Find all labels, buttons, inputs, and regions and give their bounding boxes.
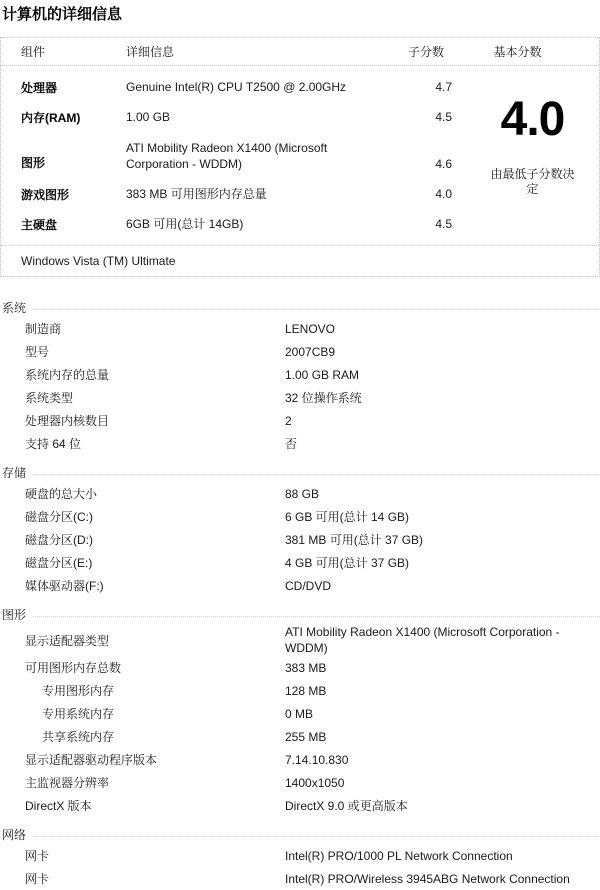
info-row: [0, 656, 600, 679]
component-subscore: 4.5: [435, 217, 452, 231]
info-row: [0, 386, 600, 409]
info-label: 磁盘分区(E:): [25, 556, 93, 570]
table-row: [1, 72, 456, 102]
info-row: [0, 574, 600, 597]
info-value: 383 MB: [285, 660, 327, 675]
component-name: 图形: [21, 156, 46, 170]
table-row: [1, 102, 456, 132]
info-label: 网卡: [25, 872, 50, 886]
info-value: ATI Mobility Radeon X1400 (Microsoft Corporation - WDDM): [285, 625, 560, 655]
os-name-row: Windows Vista (TM) Ultimate: [1, 245, 599, 276]
section-storage: [0, 462, 600, 597]
info-row: [0, 725, 600, 748]
computer-details-page: [0, 3, 600, 890]
base-score-cell: [456, 66, 599, 245]
section-title: 存储: [2, 465, 27, 480]
info-value: LENOVO: [285, 321, 336, 336]
column-header-base-score: 基本分数: [493, 45, 542, 59]
info-value: 381 MB 可用(总计 37 GB): [285, 532, 424, 547]
info-row: [0, 867, 600, 890]
component-details: 6GB 可用(总计 14GB): [126, 217, 244, 231]
info-row: [0, 340, 600, 363]
base-score-caption: 由最低子分数决定: [490, 167, 575, 196]
component-name: 内存(RAM): [21, 110, 81, 125]
section-header: [0, 604, 600, 624]
table-row: [1, 179, 456, 209]
column-header-details: 详细信息: [126, 45, 175, 59]
info-row: [0, 528, 600, 551]
info-value: 128 MB: [285, 683, 327, 698]
column-header-component: 组件: [21, 45, 46, 59]
info-row: [0, 317, 600, 340]
info-row: [0, 679, 600, 702]
info-value: Intel(R) PRO/Wireless 3945ABG Network Connection: [285, 871, 570, 886]
info-label: 型号: [25, 345, 50, 359]
table-row: [1, 209, 456, 239]
section-header: [0, 824, 600, 844]
info-label: 磁盘分区(D:): [25, 533, 93, 547]
info-value: 2: [285, 413, 292, 428]
section-title: 网络: [2, 827, 27, 842]
info-label: 显示适配器类型: [25, 633, 110, 648]
info-label: 磁盘分区(C:): [25, 510, 93, 524]
info-value: DirectX 9.0 或更高版本: [285, 798, 408, 813]
section-divider: [33, 836, 600, 837]
info-row: [0, 363, 600, 386]
info-value: 88 GB: [285, 486, 320, 501]
page-title: 计算机的详细信息: [2, 6, 123, 23]
section-divider: [33, 309, 600, 310]
component-subscore: 4.5: [435, 110, 452, 124]
info-value: 7.14.10.830: [285, 752, 349, 767]
info-row: [0, 432, 600, 455]
component-details: Genuine Intel(R) CPU T2500 @ 2.00GHz: [126, 80, 347, 94]
section-header: [0, 297, 600, 317]
table-body: [1, 66, 599, 245]
table-row: [1, 132, 456, 179]
info-value: CD/DVD: [285, 578, 332, 593]
info-value: 0 MB: [285, 706, 314, 721]
info-label: 显示适配器驱动程序版本: [25, 753, 158, 767]
info-row: [0, 551, 600, 574]
component-name: 游戏图形: [21, 187, 70, 202]
info-label: 系统类型: [25, 391, 74, 405]
info-value: 6 GB 可用(总计 14 GB): [285, 509, 410, 524]
column-header-subscore: 子分数: [407, 45, 444, 59]
component-subscore: 4.0: [435, 187, 452, 201]
component-details: 1.00 GB: [126, 110, 171, 124]
info-value: 4 GB 可用(总计 37 GB): [285, 555, 410, 570]
info-label: 支持 64 位: [25, 437, 82, 451]
info-row: [0, 702, 600, 725]
info-label: 共享系统内存: [42, 730, 115, 744]
info-value: 否: [285, 436, 298, 451]
base-score-value: 4.0: [500, 93, 565, 146]
info-row: [0, 771, 600, 794]
info-label: 系统内存的总量: [25, 368, 110, 382]
section-title: 系统: [2, 300, 27, 315]
info-row: [0, 844, 600, 867]
info-row: [0, 794, 600, 817]
section-divider: [33, 616, 600, 617]
component-name: 主硬盘: [21, 217, 58, 232]
info-label: DirectX 版本: [25, 799, 92, 813]
info-label: 硬盘的总大小: [25, 487, 98, 501]
info-label: 专用系统内存: [42, 707, 115, 721]
section-title: 图形: [2, 607, 27, 622]
info-row: [0, 624, 600, 656]
info-row: [0, 748, 600, 771]
table-header-row: [1, 38, 599, 66]
info-label: 处理器内核数目: [25, 414, 110, 428]
component-name: 处理器: [21, 80, 58, 95]
section-network: [0, 824, 600, 890]
info-value: Intel(R) PRO/1000 PL Network Connection: [285, 848, 513, 863]
info-label: 专用图形内存: [42, 684, 115, 698]
info-value: 2007CB9: [285, 344, 336, 359]
info-label: 网卡: [25, 849, 50, 863]
section-header: [0, 462, 600, 482]
info-value: 1.00 GB RAM: [285, 367, 360, 382]
section-system: [0, 297, 600, 455]
info-value: 32 位操作系统: [285, 390, 362, 405]
info-value: 1400x1050: [285, 775, 345, 790]
component-subscore: 4.6: [435, 157, 452, 171]
info-row: [0, 505, 600, 528]
section-graphics: [0, 604, 600, 817]
info-row: [0, 409, 600, 432]
component-rows: [1, 66, 456, 245]
experience-index-table: [0, 37, 600, 277]
component-details: 383 MB 可用图形内存总量: [126, 187, 267, 201]
info-label: 主监视器分辨率: [25, 776, 110, 790]
component-subscore: 4.7: [435, 80, 452, 94]
info-row: [0, 482, 600, 505]
component-details: ATI Mobility Radeon X1400 (Microsoft Corporation - WDDM): [126, 140, 328, 171]
info-label: 可用图形内存总数: [25, 661, 122, 675]
info-label: 媒体驱动器(F:): [25, 579, 104, 593]
info-value: 255 MB: [285, 729, 327, 744]
info-label: 制造商: [25, 322, 62, 336]
section-divider: [33, 474, 600, 475]
